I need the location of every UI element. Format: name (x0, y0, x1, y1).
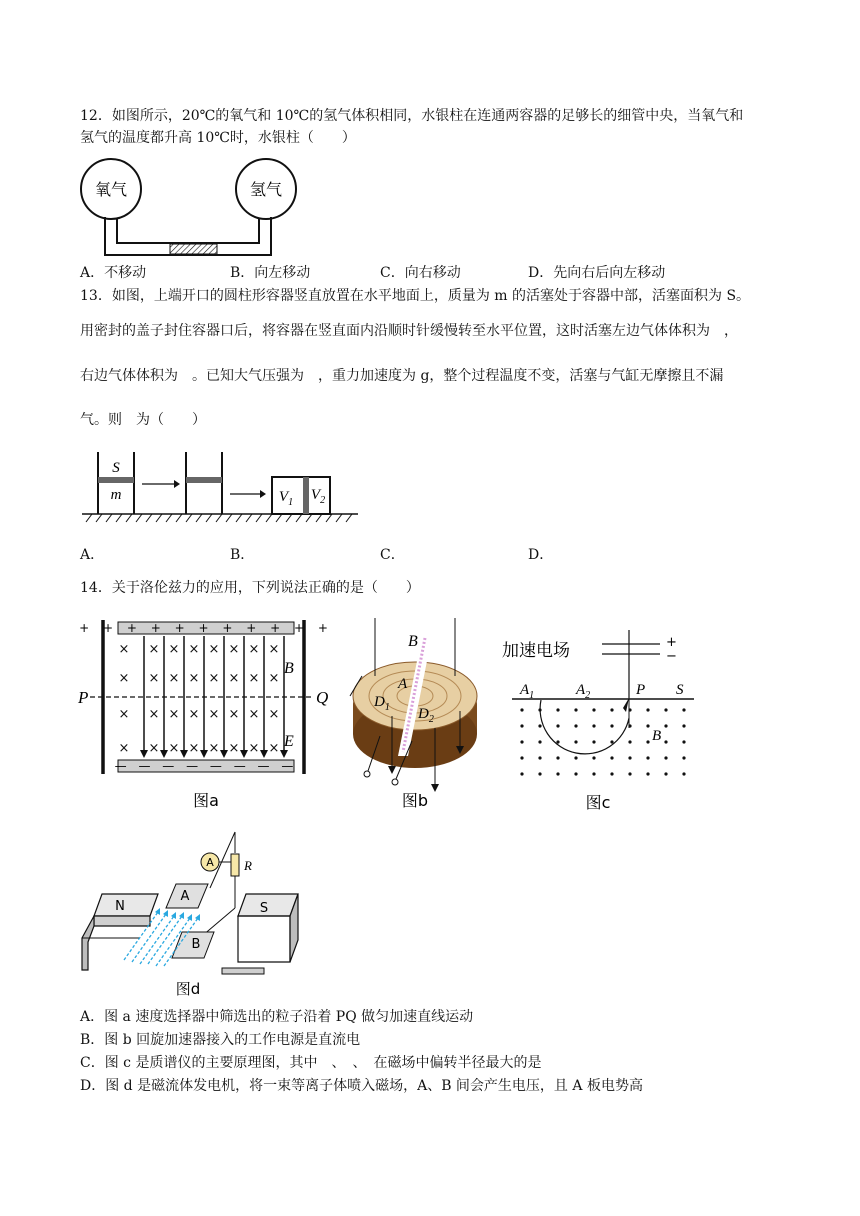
q13-option-d: D． (528, 547, 554, 563)
svg-text:×: × (228, 741, 240, 756)
v1-label: $V_1$ (278, 489, 294, 508)
svg-text:×: × (188, 671, 200, 686)
fig-c-minus: − (666, 649, 677, 664)
svg-text:×: × (208, 642, 220, 657)
fig-b-d1-label: $D_1$ (374, 694, 390, 713)
svg-text:×: × (148, 642, 160, 657)
fig-c-a1-label: $A_1$ (520, 682, 535, 701)
svg-text:×: × (268, 671, 280, 686)
svg-text:×: × (268, 642, 280, 657)
fig-c-b-label: B (652, 728, 662, 744)
fig-a-e-label: E (284, 733, 294, 750)
q14-option-d: D．图 d 是磁流体发电机，将一束等离子体喷入磁场，A、B 间会产生电压，且 A 板电势高 (80, 1078, 643, 1094)
fig-b-d2-label: $D_2$ (418, 706, 434, 725)
q14-figure-a (76, 618, 338, 814)
fig-b-b-label: B (408, 633, 418, 650)
q13-option-b: B． (230, 547, 255, 563)
svg-text:×: × (148, 741, 160, 756)
q14-option-b: B．图 b 回旋加速器接入的工作电源是直流电 (80, 1032, 361, 1048)
fig-c-s-label: S (676, 682, 684, 698)
svg-text:×: × (118, 741, 130, 756)
svg-text:×: × (268, 741, 280, 756)
svg-text:×: × (148, 671, 160, 686)
q12-stem-line2: 氢气的温度都升高 10℃时，水银柱（ ） (80, 130, 356, 146)
svg-text:×: × (208, 707, 220, 722)
q13-stem-line1: 13．如图，上端开口的圆柱形容器竖直放置在水平地面上，质量为 m 的活塞处于容器中部，活塞面积为 S。 (80, 288, 751, 304)
v2-label: $V_2$ (310, 487, 326, 506)
magnet-n-label: N (115, 899, 125, 914)
svg-text:×: × (118, 642, 130, 657)
q12-figure (78, 158, 318, 262)
q13-stem-line2: 用密封的盖子封住容器口后，将容器在竖直面内沿顺时针缓慢转至水平位置，这时活塞左边气体体积为 ， (80, 323, 738, 339)
fig-b-a-label: A (398, 676, 408, 692)
fig-c-field-label: 加速电场 (502, 641, 570, 661)
fig-c-a2-label: $A_2$ (576, 682, 591, 701)
svg-text:×: × (168, 642, 180, 657)
svg-text:+ + + + + + + + + + +: + + + + + + + + + + + (79, 621, 333, 635)
q13-option-a: A． (80, 547, 105, 563)
q12-option-b: B．向左移动 (230, 265, 311, 281)
svg-text:×: × (148, 707, 160, 722)
svg-text:×: × (208, 741, 220, 756)
q12-stem-line1: 12．如图所示，20℃的氧气和 10℃的氢气体积相同，水银柱在连通两容器的足够长的细管中央，当氧气和 (80, 108, 744, 124)
svg-text:×: × (208, 671, 220, 686)
fig-a-caption: 图a (193, 791, 219, 810)
svg-text:×: × (228, 707, 240, 722)
q14-option-a: A．图 a 速度选择器中筛选出的粒子沿着 PQ 做匀加速直线运动 (80, 1009, 474, 1025)
svg-text:×: × (118, 671, 130, 686)
q13-stem-line3: 右边气体体积为 。已知大气压强为 ，重力加速度为 g，整个过程温度不变，活塞与气缸无摩擦且不漏 (80, 368, 724, 384)
svg-text:×: × (188, 707, 200, 722)
fig-c-p-label: P (636, 682, 646, 698)
svg-text:×: × (228, 642, 240, 657)
svg-text:×: × (228, 671, 240, 686)
fig-a-p-label: P (78, 688, 89, 707)
ammeter-label: A (206, 856, 214, 869)
q13-stem-line4: 气。则 为（ ） (80, 412, 206, 428)
fig-a-b-label: B (284, 660, 294, 677)
svg-text:×: × (188, 642, 200, 657)
svg-text:×: × (248, 741, 260, 756)
svg-text:×: × (248, 671, 260, 686)
fig-c-plus: + (666, 635, 677, 650)
svg-text:×: × (118, 707, 130, 722)
piston-area-label: S (112, 460, 120, 476)
plate-a-label: A (180, 889, 190, 904)
q12-option-d: D．先向右后向左移动 (528, 265, 666, 281)
oxygen-label: 氧气 (94, 180, 128, 199)
svg-text:×: × (188, 741, 200, 756)
q14-figure-d (80, 828, 306, 1000)
resistor-label: R (244, 858, 252, 873)
svg-text:— — — — — — — —: — — — — — — — — (114, 759, 298, 773)
q12-option-a: A．不移动 (80, 265, 147, 281)
q13-figure (82, 452, 358, 524)
q14-stem: 14．关于洛伦兹力的应用，下列说法正确的是（ ） (80, 580, 420, 596)
magnet-s-label: S (259, 901, 269, 916)
svg-text:×: × (248, 707, 260, 722)
plate-b-label: B (191, 937, 201, 952)
q12-option-c: C．向右移动 (380, 265, 461, 281)
svg-text:×: × (168, 707, 180, 722)
svg-text:×: × (168, 741, 180, 756)
svg-text:×: × (248, 642, 260, 657)
q14-figure-c (498, 628, 698, 814)
q14-figure-b (340, 616, 490, 812)
hydrogen-label: 氢气 (249, 180, 283, 199)
q13-option-c: C． (380, 547, 405, 563)
q14-option-c: C．图 c 是质谱仪的主要原理图，其中 、 、 在磁场中偏转半径最大的是 (80, 1055, 542, 1071)
fig-b-caption: 图b (401, 791, 429, 810)
piston-mass-label: m (110, 487, 122, 503)
fig-a-q-label: Q (316, 688, 329, 707)
svg-text:×: × (268, 707, 280, 722)
fig-c-caption: 图c (585, 793, 611, 812)
fig-d-caption: 图d (175, 980, 201, 998)
svg-text:×: × (168, 671, 180, 686)
